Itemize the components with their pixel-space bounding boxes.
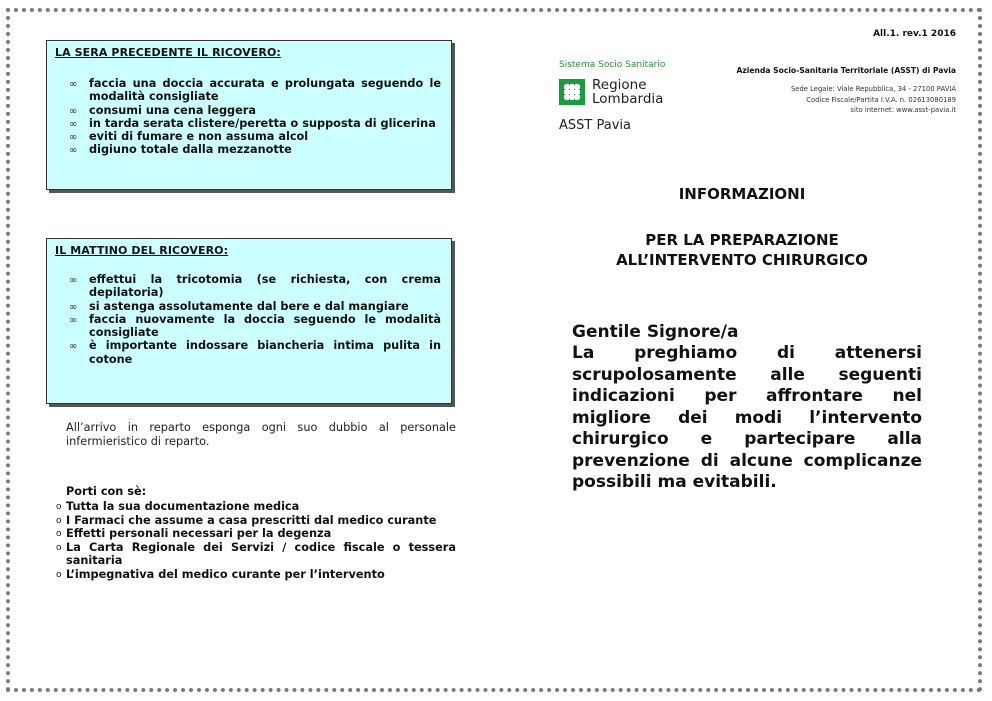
list-item: ∞ faccia una doccia accurata e prolungata seguendo le modalità consigliate [69,77,441,104]
list-item: ∞ in tarda serata clistere/peretta o supposta di glicerina [69,116,436,130]
list-item: o Tutta la sua documentazione medica [56,500,300,513]
regione-name: Regione Lombardia [592,77,664,107]
cover-subheading: PER LA PREPARAZIONE ALL’INTERVENTO CHIRURGICO [616,231,868,269]
greeting: Gentile Signore/a [572,322,739,342]
circle-bullet-icon: o [56,542,62,553]
infinity-bullet-icon: ∞ [69,145,78,157]
infinity-bullet-icon: ∞ [69,341,78,353]
list-item: o I Farmaci che assume a casa prescritti dal medico curante [56,513,437,527]
evening-title: LA SERA PRECEDENTE IL RICOVERO: [55,46,281,59]
porti-list [56,500,456,581]
morning-title: IL MATTINO DEL RICOVERO: [55,244,229,257]
infinity-bullet-icon: ∞ [69,132,78,144]
list-item: o Effetti personali necessari per la degenza [56,527,332,540]
list-item: o La Carta Regionale dei Servizi / codice fiscale o tessera sanitaria [56,540,456,567]
infinity-bullet-icon: ∞ [69,118,78,130]
infinity-bullet-icon: ∞ [69,301,78,313]
morning-instructions-box [46,238,452,404]
list-item: ∞ eviti di fumare e non assuma alcol [69,130,309,144]
infinity-bullet-icon: ∞ [69,314,78,326]
list-item: ∞ faccia nuovamente la doccia seguendo le modalità consigliate [69,312,441,340]
list-item: ∞ è importante indossare biancheria intima pulita in cotone [69,339,441,366]
evening-list [69,77,441,157]
revision-label: All.1. rev.1 2016 [873,29,956,39]
cover-body-text: La preghiamo di attenersi scrupolosamente alle seguenti indicazioni per affrontare nel migliore dei modi l’intervento chirurgico e partecipare alla prevenzione di alcune complicanze possibili ma evitabili. [572,343,922,492]
evening-instructions-box [46,40,452,190]
list-item: ∞ consumi una cena leggera [69,103,257,117]
sede-info: Sede Legale: Viale Repubblica, 34 - 27100 PAVIA Codice Fiscale/Partita I.V.A. n. 02613080189 sito internet: www.asst-pavia.it [790,85,956,114]
sistema-label: Sistema Socio Sanitario [559,60,666,70]
circle-bullet-icon: o [56,569,62,580]
asst-label: ASST Pavia [559,118,631,133]
infinity-bullet-icon: ∞ [69,105,78,117]
infinity-bullet-icon: ∞ [69,275,78,286]
cover-heading: INFORMAZIONI [678,185,806,203]
circle-bullet-icon: o [56,502,62,512]
circle-bullet-icon: o [56,529,62,539]
arrival-note: All’arrivo in reparto esponga ogni suo dubbio al personale infermieristico di reparto. [66,421,456,448]
list-item: ∞ effettui la tricotomia (se richiesta, con crema depilatoria) [69,273,441,300]
list-item: ∞ si astenga assolutamente dal bere e dal mangiare [69,299,409,313]
list-item: ∞ digiuno totale dalla mezzanotte [69,143,292,157]
circle-bullet-icon: o [56,515,62,526]
regione-lombardia-logo-icon [559,79,585,105]
infinity-bullet-icon: ∞ [69,79,78,90]
list-item: o L’impegnativa del medico curante per l’intervento [56,567,385,581]
porti-title: Porti con sè: [66,485,147,498]
morning-list [69,273,441,366]
azienda-name: Azienda Socio-Sanitaria Territoriale (ASST) di Pavia [736,66,956,75]
